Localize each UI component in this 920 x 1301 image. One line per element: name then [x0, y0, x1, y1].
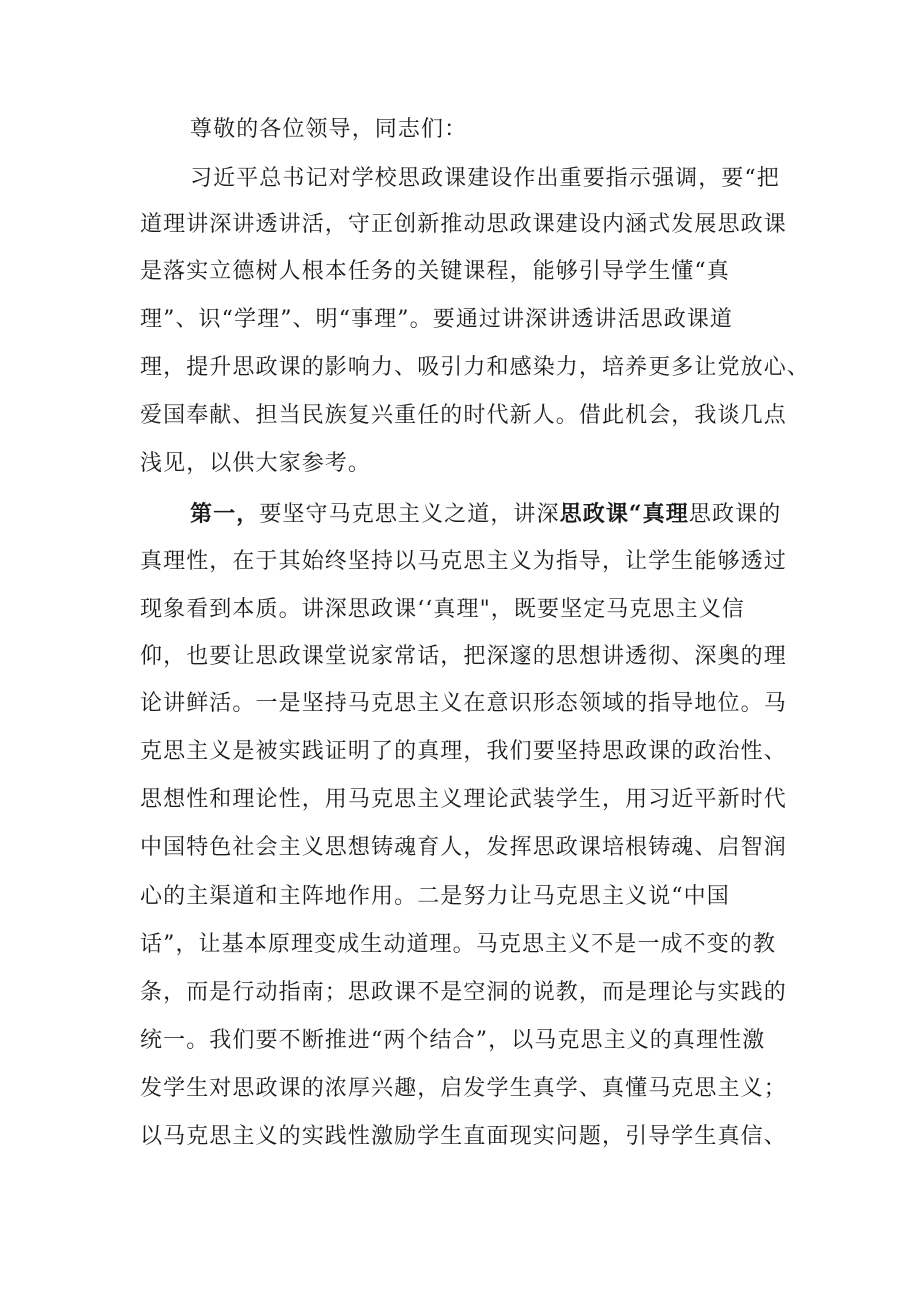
section1-line: 克思主义是被实践证明了的真理，我们要坚持思政课的政治性、 — [140, 739, 787, 764]
salutation: 尊敬的各位领导，同志们： — [190, 117, 468, 142]
section1-line: 心的主渠道和主阵地作用。二是努力让马克思主义说“中国 — [140, 884, 730, 909]
intro-line: 道理讲深讲透讲活，守正创新推动思政课建设内涵式发展思政课 — [140, 212, 787, 237]
section1-line: 思想性和理论性，用马克思主义理论武装学生，用习近平新时代 — [140, 787, 787, 812]
section1-line: 话”，让基本原理变成生动道理。马克思主义不是一成不变的教 — [140, 932, 777, 957]
section1-heading-text: 要坚守马克思主义之道，讲深 — [259, 502, 560, 527]
section1-line: 发学生对思政课的浓厚兴趣，启发学生真学、真懂马克思主义； — [140, 1076, 787, 1101]
intro-line: 是落实立德树人根本任务的关键课程，能够引导学生懂“真 — [140, 259, 730, 284]
section1-line: 条，而是行动指南；思政课不是空洞的说教，而是理论与实践的 — [140, 980, 787, 1005]
intro-line: 理，提升思政课的影响力、吸引力和感染力，培养更多让党放心、 — [140, 355, 810, 380]
section1-heading-bold: 思政课“真理 — [559, 501, 689, 527]
section1-line: 仰，也要让思政课堂说家常话，把深邃的思想讲透彻、深奥的理 — [140, 644, 787, 669]
section1-first-line — [190, 499, 790, 529]
section1-line: 真理性，在于其始终坚持以马克思主义为指导，让学生能够透过 — [140, 549, 787, 574]
section1-line: 统一。我们要不断推进“两个结合”，以马克思主义的真理性激 — [140, 1028, 766, 1053]
intro-line: 习近平总书记对学校思政课建设作出重要指示强调，要“把 — [190, 166, 780, 191]
intro-line: 理”、识“学理”、明“事理”。要通过讲深讲透讲活思政课道 — [140, 307, 734, 332]
section1-label: 第一， — [190, 501, 260, 527]
section1-line: 现象看到本质。讲深思政课‘‘真理"，既要坚定马克思主义信 — [140, 597, 745, 622]
section1-line: 中国特色社会主义思想铸魂育人，发挥思政课培根铸魂、启智润 — [140, 835, 787, 860]
section1-heading-tail: 思政课的 — [688, 502, 782, 527]
intro-line: 爱国奉献、担当民族复兴重任的时代新人。借此机会，我谈几点 — [140, 403, 787, 428]
intro-line: 浅见，以供大家参考。 — [140, 451, 372, 476]
section1-line: 以马克思主义的实践性激励学生直面现实问题，引导学生真信、 — [140, 1124, 787, 1149]
section1-line: 论讲鲜活。一是坚持马克思主义在意识形态领域的指导地位。马 — [140, 691, 787, 716]
